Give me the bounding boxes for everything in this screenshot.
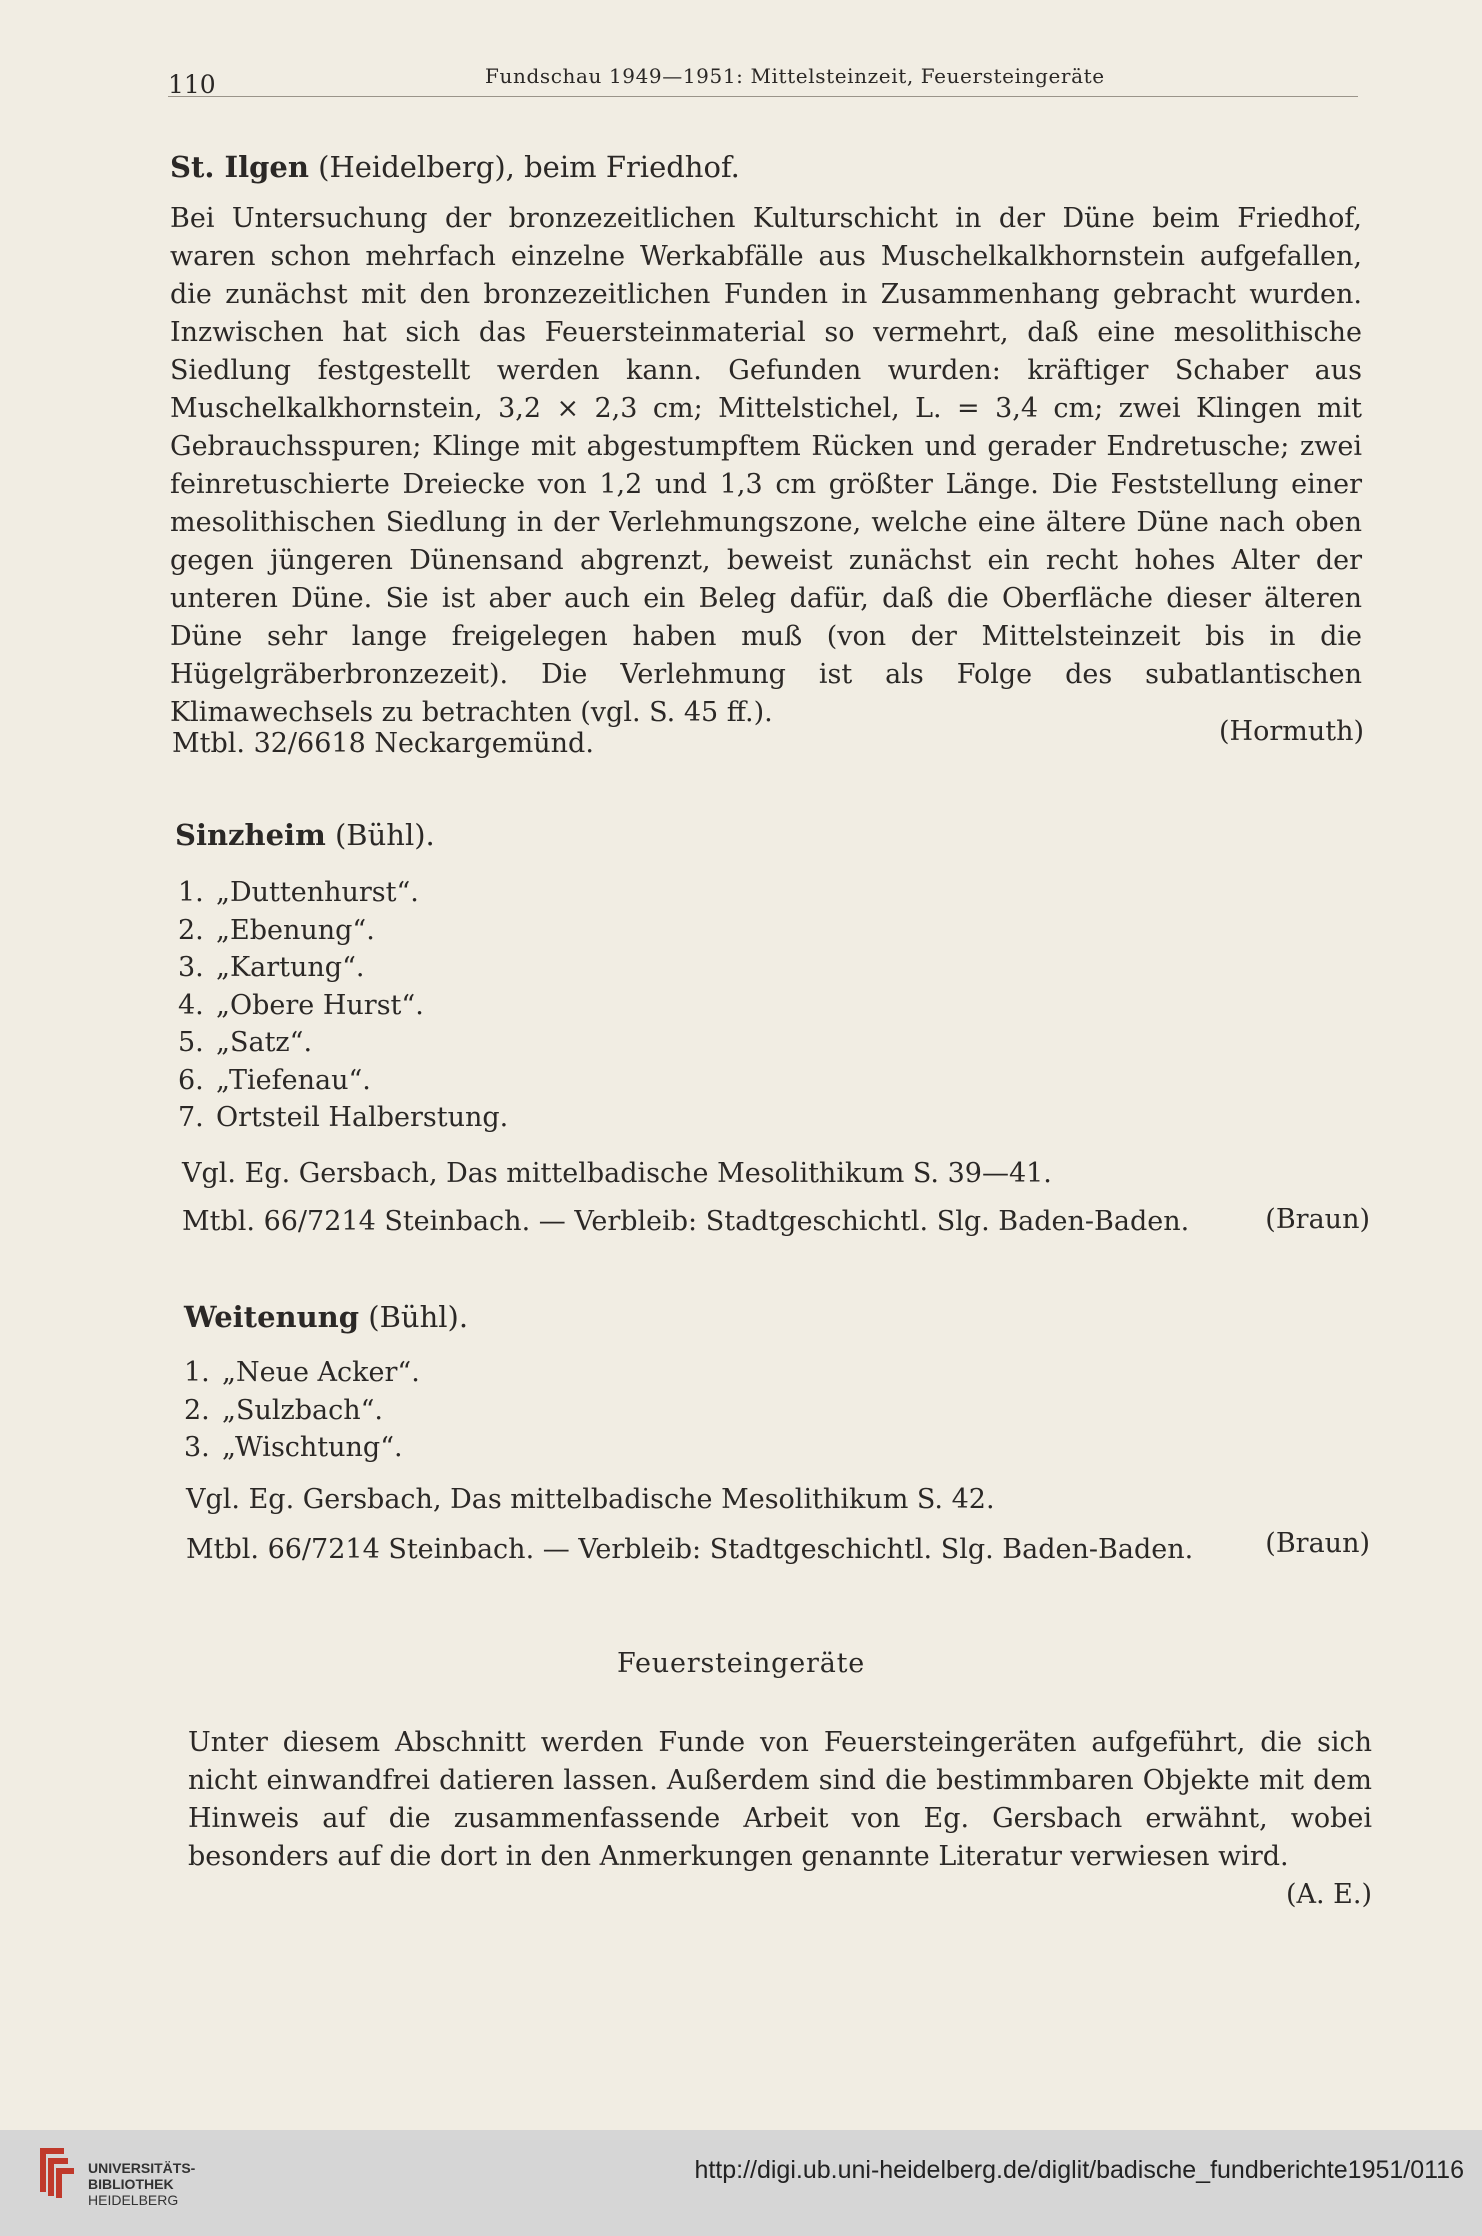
weitenung-author: (Braun) [1265, 1528, 1370, 1559]
sinzheim-mtbl: Mtbl. 66/7214 Steinbach. — Verbleib: Stadtgeschichtl. Slg. Baden-Baden. [182, 1206, 1190, 1237]
weitenung-site-list [184, 1354, 420, 1467]
list-item: 3. „Kartung“. [178, 952, 365, 983]
st-ilgen-mtbl: Mtbl. 32/6618 Neckargemünd. [172, 728, 594, 759]
heading-sinzheim-place: Sinzheim [175, 818, 326, 852]
heading-sinzheim [175, 818, 435, 852]
ub-heidelberg-logo-icon [34, 2140, 80, 2200]
st-ilgen-paragraph: Bei Untersuchung der bronzezeitlichen Kulturschicht in der Düne beim Friedhof, waren schon mehrfach einzelne Werkabfälle aus Muschelkalkhornstein aufgefallen, die zunächst mit den bronzezeitlichen Funden in Zusammenhang gebracht wurden. Inzwischen hat sich das Feuersteinmaterial so vermehrt, daß eine mesolithische Siedlung festgestellt werden kann. Gefunden wurden: kräftiger Schaber aus Muschelkalkhornstein, 3,2 × 2,3 cm; Mittelstichel, L. = 3,4 cm; zwei Klingen mit Gebrauchsspuren; Klinge mit abgestumpftem Rücken und gerader Endretusche; zwei feinretuschierte Dreiecke von 1,2 und 1,3 cm größter Länge. Die Feststellung einer mesolithischen Siedlung in der Verlehmungszone, welche eine ältere Düne nach oben gegen jüngeren Dünensand abgrenzt, beweist zunächst ein recht hohes Alter der unteren Düne. Sie ist aber auch ein Beleg dafür, daß die Oberfläche dieser älteren Düne sehr lange freigelegen haben muß (von der Mittelsteinzeit bis in die Hügelgräberbronzezeit). Die Verlehmung ist als Folge des subatlantischen Klimawechsels zu betrachten (vgl. S. 45 ff.). [170, 203, 1362, 728]
heading-weitenung [184, 1300, 468, 1334]
section-title-feuersteingeraete: Feuersteingeräte [616, 1648, 866, 1679]
weitenung-mtbl: Mtbl. 66/7214 Steinbach. — Verbleib: Stadtgeschichtl. Slg. Baden-Baden. [186, 1534, 1194, 1565]
list-item: 2. „Sulzbach“. [184, 1394, 384, 1426]
sinzheim-vgl: Vgl. Eg. Gersbach, Das mittelbadische Mesolithikum S. 39—41. [182, 1158, 1052, 1189]
list-item: 1. „Duttenhurst“. [178, 877, 419, 908]
source-url-link[interactable]: http://digi.ub.uni-heidelberg.de/diglit/badische_fundberichte1951/0116 [694, 2156, 1464, 2184]
list-item: 6. „Tiefenau“. [178, 1064, 371, 1096]
list-item: 4. „Obere Hurst“. [178, 989, 424, 1021]
heading-sinzheim-rest: (Bühl). [325, 818, 435, 852]
heading-st-ilgen [170, 150, 740, 184]
heading-weitenung-place: Weitenung [184, 1300, 360, 1334]
list-item: 2. „Ebenung“. [178, 914, 375, 946]
list-item: 1. „Neue Acker“. [184, 1357, 420, 1388]
st-ilgen-text-block [170, 200, 1362, 732]
weitenung-vgl: Vgl. Eg. Gersbach, Das mittelbadische Mesolithikum S. 42. [186, 1484, 995, 1515]
heading-st-ilgen-place: St. Ilgen [170, 150, 309, 184]
sinzheim-author: (Braun) [1265, 1204, 1370, 1235]
feuersteingeraete-author: (A. E.) [1285, 1879, 1372, 1910]
sinzheim-site-list [178, 874, 508, 1137]
page-number: 110 [168, 70, 216, 99]
st-ilgen-author: (Hormuth) [1218, 716, 1364, 747]
library-name: UNIVERSITÄTS- BIBLIOTHEK HEIDELBERG [88, 2160, 196, 2208]
feuersteingeraete-text-block [188, 1724, 1372, 1914]
page-header [168, 62, 1358, 97]
running-title: Fundschau 1949—1951: Mittelsteinzeit, Feuersteingeräte [485, 64, 1105, 88]
digital-library-footer [0, 2130, 1482, 2236]
list-item: 7. Ortsteil Halberstung. [178, 1102, 509, 1133]
heading-weitenung-rest: (Bühl). [359, 1300, 469, 1334]
list-item: 3. „Wischtung“. [184, 1432, 403, 1463]
list-item: 5. „Satz“. [178, 1027, 313, 1058]
feuersteingeraete-paragraph: Unter diesem Abschnitt werden Funde von Feuersteingeräten aufgeführt, die sich nicht einwandfrei datieren lassen. Außerdem sind die bestimmbaren Objekte mit dem Hinweis auf die zusammenfassende Arbeit von Eg. Gersbach erwähnt, wobei besonders auf die dort in den Anmerkungen genannte Literatur verwiesen wird. (A. E.) [188, 1724, 1372, 1876]
heading-st-ilgen-rest: (Heidelberg), beim Friedhof. [308, 150, 740, 184]
